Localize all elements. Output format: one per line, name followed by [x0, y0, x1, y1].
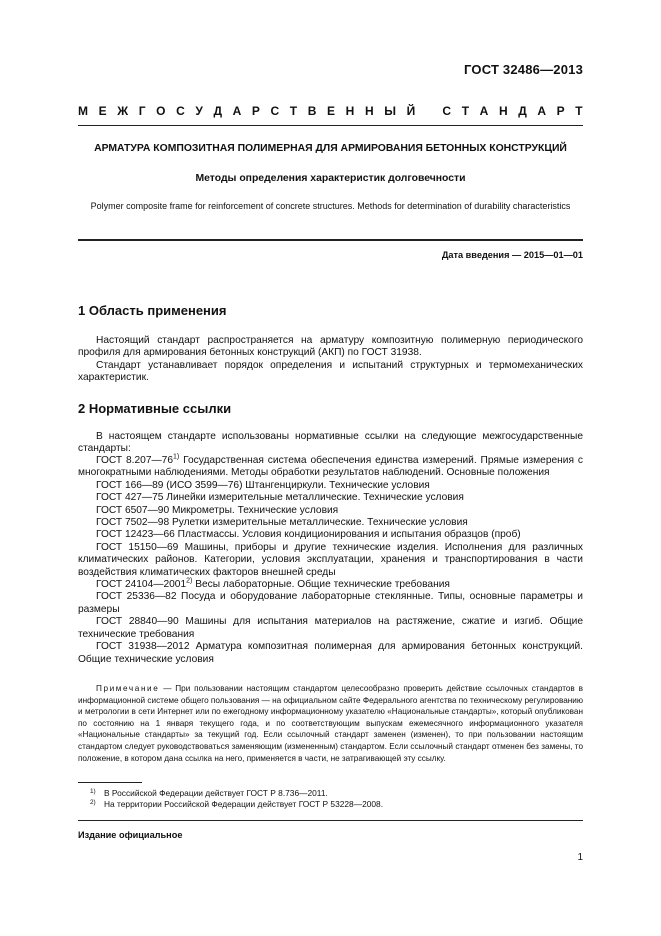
interstate-standard-heading	[78, 104, 583, 118]
divider-bottom	[78, 820, 583, 821]
interstate-letter-gap	[426, 104, 432, 118]
note-text: — При пользовании настоящим стандартом целесообразно проверить действие ссылочных стандартов в информационной системе общего пользования — на официальном сайте Федерального агентства по техническому регулированию и метрологии в сети Интернет или по ежегодному информационному указателю «Национальные стандарты», который опубликован по состоянию на 1 января текущего года, и по соответствующим выпускам ежемесячного информационного указателя «Национальные стандарты» за текущий год. Если ссылочный стандарт заменен (изменен), то при пользовании настоящим стандартом следует руководствоваться заменяющим (измененным) стандартом. Если ссылочный стандарт отменен без замены, то положение, в котором дана ссылка на него, применяется в части, не затрагивающей эту ссылку.	[78, 684, 583, 763]
section-1-heading: 1 Область применения	[78, 303, 227, 318]
interstate-letter: Д	[213, 104, 222, 118]
reference-item: ГОСТ 25336—82 Посуда и оборудование лабораторные стеклянные. Типы, основные параметры и размеры	[78, 591, 583, 615]
footnote-1: 1) В Российской Федерации действует ГОСТ Р 8.736—2011.	[90, 788, 328, 798]
interstate-letter: Е	[98, 104, 107, 118]
reference-item: ГОСТ 15150—69 Машины, приборы и другие технические изделия. Исполнения для различных климатических районов. Категории, условия эксплуатации, хранения и транспортирования в части воздействия климатических факторов внешней среды	[78, 541, 583, 578]
document-title: АРМАТУРА КОМПОЗИТНАЯ ПОЛИМЕРНАЯ ДЛЯ АРМИРОВАНИЯ БЕТОННЫХ КОНСТРУКЦИЙ	[94, 143, 567, 154]
normative-references-list	[78, 455, 583, 666]
interstate-letter: Н	[345, 104, 355, 118]
interstate-letter: Т	[289, 104, 298, 118]
note-label: Примечание	[96, 684, 160, 693]
reference-item: ГОСТ 166—89 (ИСО 3599—76) Штангенциркули. Технические условия	[96, 479, 430, 491]
interstate-letter: А	[537, 104, 547, 118]
interstate-letter: Р	[556, 104, 565, 118]
interstate-letter: Й	[406, 104, 416, 118]
interstate-letter: А	[232, 104, 242, 118]
divider-top	[78, 125, 583, 126]
reference-item: ГОСТ 427—75 Линейки измерительные металлические. Технические условия	[96, 492, 464, 504]
interstate-letter: Е	[327, 104, 336, 118]
interstate-letter: С	[442, 104, 452, 118]
introduction-date: Дата введения — 2015—01—01	[441, 250, 583, 260]
reference-item: ГОСТ 28840—90 Машины для испытания материалов на растяжение, сжатие и изгиб. Общие технические требования	[78, 616, 583, 640]
interstate-letter: С	[270, 104, 280, 118]
gost-number: ГОСТ 32486—2013	[464, 62, 583, 77]
interstate-letter: А	[479, 104, 489, 118]
document-subtitle: Методы определения характеристик долговечности	[195, 173, 466, 184]
interstate-letter: Н	[364, 104, 374, 118]
reference-item: ГОСТ 6507—90 Микрометры. Технические условия	[96, 504, 339, 516]
section-1-paragraph-1: Настоящий стандарт распространяется на арматуру композитную полимерную периодического профиля для армирования бетонных конструкций (АКП) по ГОСТ 31938.	[78, 335, 583, 359]
interstate-letter: Р	[251, 104, 260, 118]
interstate-letter: М	[78, 104, 88, 118]
reference-item: ГОСТ 24104—2001$^{2)}$ Весы лабораторные. Общие технические требования	[96, 577, 450, 591]
references-note	[78, 683, 583, 764]
interstate-letter: Ы	[384, 104, 396, 118]
edition-label: Издание официальное	[78, 830, 183, 840]
reference-item: ГОСТ 31938—2012 Арматура композитная полимерная для армирования бетонных конструкций. Общие технические условия	[78, 641, 583, 665]
interstate-letter: Ж	[117, 104, 129, 118]
divider-title	[78, 239, 583, 241]
interstate-letter: Т	[575, 104, 583, 118]
interstate-letter: Д	[518, 104, 527, 118]
section-1-paragraph-2: Стандарт устанавливает порядок определения и испытаний структурных и термомеханических характеристик.	[78, 360, 583, 384]
reference-item: ГОСТ 12423—66 Пластмассы. Условия кондиционирования и испытания образцов (проб)	[96, 529, 521, 541]
reference-item: ГОСТ 7502—98 Рулетки измерительные металлические. Технические условия	[96, 517, 468, 529]
page-number: 1	[577, 852, 583, 863]
interstate-letter: Н	[498, 104, 508, 118]
section-2-intro: В настоящем стандарте использованы нормативные ссылки на следующие межгосударственные стандарты:	[78, 431, 583, 455]
english-title: Polymer composite frame for reinforcement of concrete structures. Methods for determination of durability characteristics	[90, 201, 571, 211]
interstate-letter: Т	[461, 104, 470, 118]
interstate-letter: О	[156, 104, 166, 118]
footnote-divider	[78, 782, 142, 783]
section-2-heading: 2 Нормативные ссылки	[78, 401, 232, 416]
interstate-letter: В	[307, 104, 317, 118]
interstate-letter: Г	[138, 104, 146, 118]
interstate-letter: У	[195, 104, 203, 118]
footnote-2: 2) На территории Российской Федерации действует ГОСТ Р 53228—2008.	[90, 799, 384, 809]
reference-item: ГОСТ 8.207—76$^{1)}$ Государственная система обеспечения единства измерений. Прямые измерения с многократными наблюдениями. Методы обработки результатов наблюдений. Основные положения	[78, 453, 583, 479]
interstate-letter: С	[176, 104, 185, 118]
